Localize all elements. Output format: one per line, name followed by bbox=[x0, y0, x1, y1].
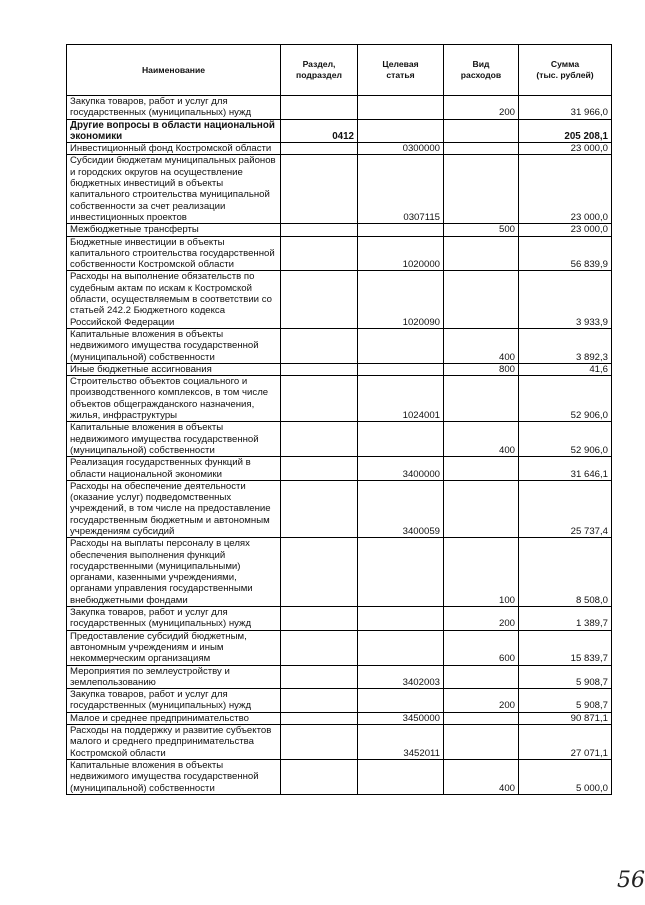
table-row bbox=[67, 607, 612, 631]
cell-section bbox=[281, 271, 358, 328]
cell-name: Иные бюджетные ассигнования bbox=[67, 363, 281, 375]
cell-type: 200 bbox=[444, 689, 519, 713]
table-row bbox=[67, 155, 612, 224]
cell-section bbox=[281, 689, 358, 713]
cell-section bbox=[281, 630, 358, 665]
cell-type: 200 bbox=[444, 607, 519, 631]
cell-section bbox=[281, 363, 358, 375]
cell-target: 0300000 bbox=[358, 143, 444, 155]
cell-target: 3402003 bbox=[358, 665, 444, 689]
cell-section bbox=[281, 712, 358, 724]
cell-sum: 15 839,7 bbox=[519, 630, 612, 665]
cell-name: Расходы на обеспечение деятельности (оказание услуг) подведомственных учреждений, в том числе на предоставление государственным бюджетным и автономным учреждениям субсидий bbox=[67, 480, 281, 537]
table-row bbox=[67, 363, 612, 375]
cell-target bbox=[358, 224, 444, 236]
cell-target bbox=[358, 630, 444, 665]
cell-name: Бюджетные инвестиции в объекты капитального строительства государственной собственности Костромской области bbox=[67, 236, 281, 271]
cell-sum: 8 508,0 bbox=[519, 538, 612, 607]
cell-target bbox=[358, 363, 444, 375]
cell-sum: 52 906,0 bbox=[519, 422, 612, 457]
table-header-row bbox=[67, 45, 612, 96]
cell-target bbox=[358, 538, 444, 607]
page-number: 56 bbox=[617, 868, 645, 893]
cell-section bbox=[281, 328, 358, 363]
cell-name: Мероприятия по землеустройству и землепользованию bbox=[67, 665, 281, 689]
cell-name: Закупка товаров, работ и услуг для государственных (муниципальных) нужд bbox=[67, 607, 281, 631]
cell-section bbox=[281, 96, 358, 120]
cell-name: Инвестиционный фонд Костромской области bbox=[67, 143, 281, 155]
cell-sum: 5 908,7 bbox=[519, 689, 612, 713]
cell-section bbox=[281, 538, 358, 607]
budget-table bbox=[66, 44, 612, 795]
cell-type bbox=[444, 376, 519, 422]
table-row bbox=[67, 271, 612, 328]
cell-sum: 1 389,7 bbox=[519, 607, 612, 631]
cell-section bbox=[281, 143, 358, 155]
cell-target bbox=[358, 759, 444, 794]
cell-section bbox=[281, 759, 358, 794]
cell-type: 200 bbox=[444, 96, 519, 120]
cell-sum: 205 208,1 bbox=[519, 119, 612, 143]
table-row bbox=[67, 480, 612, 537]
cell-sum: 27 071,1 bbox=[519, 725, 612, 760]
cell-target: 3400059 bbox=[358, 480, 444, 537]
cell-sum: 5 908,7 bbox=[519, 665, 612, 689]
cell-sum: 52 906,0 bbox=[519, 376, 612, 422]
cell-name: Межбюджетные трансферты bbox=[67, 224, 281, 236]
cell-type bbox=[444, 155, 519, 224]
cell-name: Расходы на выполнение обязательств по судебным актам по искам к Костромской области, осуществляемым в соответствии со статьей 242.2 Бюджетного кодекса Российской Федерации bbox=[67, 271, 281, 328]
cell-target: 0307115 bbox=[358, 155, 444, 224]
cell-type: 500 bbox=[444, 224, 519, 236]
cell-target bbox=[358, 689, 444, 713]
cell-section bbox=[281, 155, 358, 224]
cell-type bbox=[444, 665, 519, 689]
cell-target bbox=[358, 96, 444, 120]
cell-name: Капитальные вложения в объекты недвижимого имущества государственной (муниципальной) собственности bbox=[67, 422, 281, 457]
cell-name: Малое и среднее предпринимательство bbox=[67, 712, 281, 724]
table-row bbox=[67, 328, 612, 363]
cell-sum: 23 000,0 bbox=[519, 155, 612, 224]
table-row bbox=[67, 143, 612, 155]
cell-type bbox=[444, 143, 519, 155]
cell-sum: 3 892,3 bbox=[519, 328, 612, 363]
cell-sum: 3 933,9 bbox=[519, 271, 612, 328]
cell-section bbox=[281, 725, 358, 760]
table-body bbox=[67, 96, 612, 795]
table-row bbox=[67, 665, 612, 689]
table-row bbox=[67, 538, 612, 607]
cell-section bbox=[281, 665, 358, 689]
header-target: Целевая статья bbox=[358, 45, 444, 96]
cell-type: 100 bbox=[444, 538, 519, 607]
cell-name: Расходы на поддержку и развитие субъектов малого и среднего предпринимательства Костромской области bbox=[67, 725, 281, 760]
cell-name: Капитальные вложения в объекты недвижимого имущества государственной (муниципальной) собственности bbox=[67, 328, 281, 363]
table-row bbox=[67, 689, 612, 713]
cell-name: Строительство объектов социального и производственного комплексов, в том числе объектов общегражданского назначения, жилья, инфраструктуры bbox=[67, 376, 281, 422]
cell-sum: 56 839,9 bbox=[519, 236, 612, 271]
table-row bbox=[67, 376, 612, 422]
cell-name: Реализация государственных функций в области национальной экономики bbox=[67, 457, 281, 481]
cell-target: 3400000 bbox=[358, 457, 444, 481]
table-row bbox=[67, 759, 612, 794]
cell-name: Закупка товаров, работ и услуг для государственных (муниципальных) нужд bbox=[67, 96, 281, 120]
cell-name: Расходы на выплаты персоналу в целях обеспечения выполнения функций государственными (муниципальными) органами, казенными учреждениями, органами управления государственными внебюджетными фондами bbox=[67, 538, 281, 607]
cell-sum: 90 871,1 bbox=[519, 712, 612, 724]
table-row bbox=[67, 422, 612, 457]
cell-type: 400 bbox=[444, 328, 519, 363]
cell-type bbox=[444, 480, 519, 537]
table-row bbox=[67, 725, 612, 760]
cell-target bbox=[358, 119, 444, 143]
header-name: Наименование bbox=[67, 45, 281, 96]
table-row bbox=[67, 96, 612, 120]
cell-sum: 25 737,4 bbox=[519, 480, 612, 537]
table-row bbox=[67, 630, 612, 665]
cell-name: Другие вопросы в области национальной экономики bbox=[67, 119, 281, 143]
cell-target: 1024001 bbox=[358, 376, 444, 422]
cell-type: 400 bbox=[444, 759, 519, 794]
cell-sum: 31 646,1 bbox=[519, 457, 612, 481]
table-row bbox=[67, 119, 612, 143]
cell-sum: 5 000,0 bbox=[519, 759, 612, 794]
cell-type: 800 bbox=[444, 363, 519, 375]
cell-section bbox=[281, 480, 358, 537]
cell-type bbox=[444, 236, 519, 271]
cell-sum: 23 000,0 bbox=[519, 224, 612, 236]
cell-target: 1020090 bbox=[358, 271, 444, 328]
cell-section bbox=[281, 422, 358, 457]
cell-target bbox=[358, 422, 444, 457]
cell-type bbox=[444, 119, 519, 143]
table-row bbox=[67, 457, 612, 481]
table-row bbox=[67, 236, 612, 271]
cell-name: Капитальные вложения в объекты недвижимого имущества государственной (муниципальной) собственности bbox=[67, 759, 281, 794]
header-section: Раздел, подраздел bbox=[281, 45, 358, 96]
cell-name: Субсидии бюджетам муниципальных районов и городских округов на осуществление бюджетных инвестиций в объекты капитального строительства муниципальной собственности за счет реализации инвестиционных проектов bbox=[67, 155, 281, 224]
table-row bbox=[67, 224, 612, 236]
cell-sum: 31 966,0 bbox=[519, 96, 612, 120]
cell-sum: 23 000,0 bbox=[519, 143, 612, 155]
cell-type bbox=[444, 457, 519, 481]
cell-target bbox=[358, 607, 444, 631]
cell-target: 1020000 bbox=[358, 236, 444, 271]
header-sum: Сумма (тыс. рублей) bbox=[519, 45, 612, 96]
cell-name: Закупка товаров, работ и услуг для государственных (муниципальных) нужд bbox=[67, 689, 281, 713]
cell-section: 0412 bbox=[281, 119, 358, 143]
cell-type: 400 bbox=[444, 422, 519, 457]
cell-type bbox=[444, 712, 519, 724]
cell-type: 600 bbox=[444, 630, 519, 665]
cell-section bbox=[281, 457, 358, 481]
cell-section bbox=[281, 224, 358, 236]
cell-section bbox=[281, 236, 358, 271]
cell-type bbox=[444, 271, 519, 328]
cell-sum: 41,6 bbox=[519, 363, 612, 375]
cell-section bbox=[281, 376, 358, 422]
cell-type bbox=[444, 725, 519, 760]
table-row bbox=[67, 712, 612, 724]
cell-target: 3450000 bbox=[358, 712, 444, 724]
cell-name: Предоставление субсидий бюджетным, автономным учреждениям и иным некоммерческим организациям bbox=[67, 630, 281, 665]
cell-section bbox=[281, 607, 358, 631]
header-type: Вид расходов bbox=[444, 45, 519, 96]
cell-target bbox=[358, 328, 444, 363]
cell-target: 3452011 bbox=[358, 725, 444, 760]
